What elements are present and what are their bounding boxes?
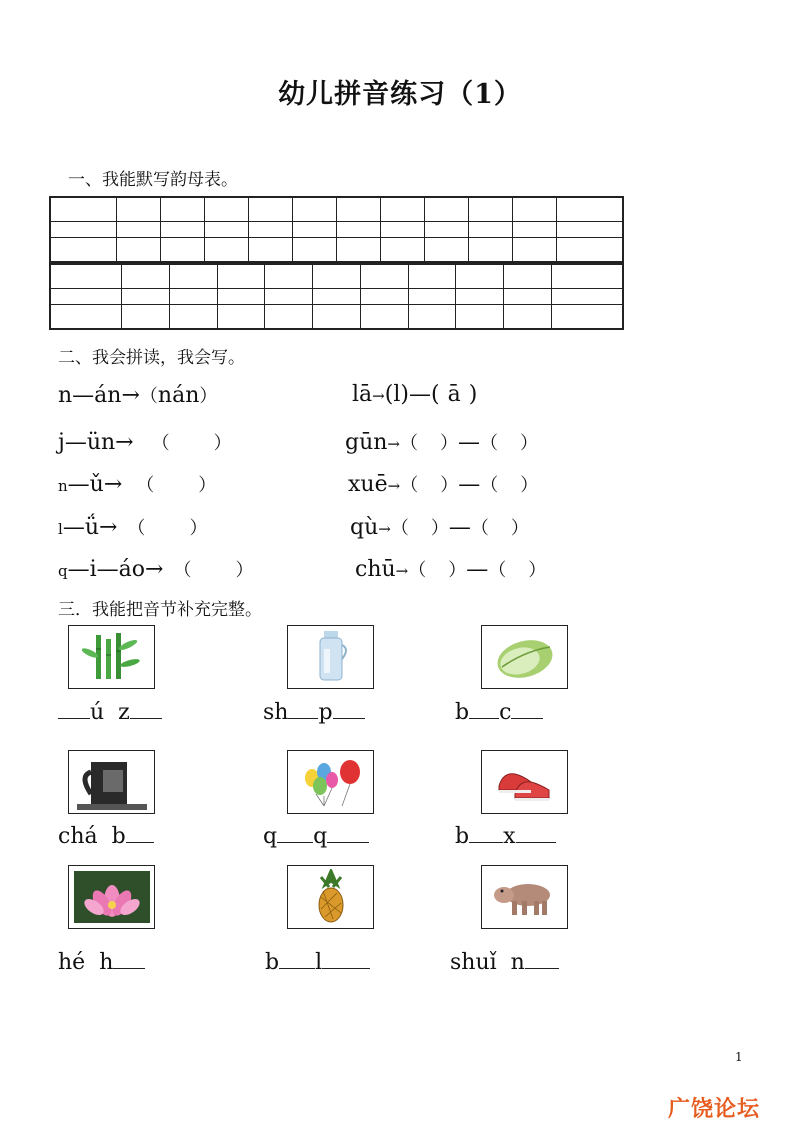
- shoes-icon: [481, 750, 568, 814]
- section-1-heading: 一、我能默写韵母表。: [68, 170, 238, 190]
- page-number: 1: [735, 1050, 743, 1064]
- spell-row-left-2: j—ün→ （ ）: [58, 430, 232, 455]
- fill-item-5: q q: [263, 824, 369, 849]
- spell-row-right-4: qù→（ ）—（ ）: [350, 515, 529, 540]
- fill-item-3: b c: [455, 700, 543, 725]
- spell-row-right-3: xuē→（ ）—（ ）: [348, 472, 539, 497]
- pineapple-icon: [287, 865, 374, 929]
- cabbage-icon: [481, 625, 568, 689]
- fill-item-2: sh p: [263, 700, 365, 725]
- spell-row-left-5: q—i—áo→ （ ）: [58, 557, 254, 582]
- section-2-heading: 二、我会拼读，我会写。: [58, 348, 245, 368]
- fill-item-7: hé h: [58, 950, 145, 975]
- watermark-logo: 广饶论坛: [668, 1097, 761, 1122]
- finals-grid-top: [49, 196, 624, 263]
- mug-icon: [68, 750, 155, 814]
- spell-row-left-3: n—ǔ→ （ ）: [58, 472, 217, 497]
- fill-item-8: b l: [265, 950, 370, 975]
- spell-row-left-4: l—ǘ→ （ ）: [58, 515, 208, 540]
- fill-item-9: shuǐ n: [450, 950, 559, 975]
- fill-item-4: chá b: [58, 824, 154, 849]
- finals-grid-bottom: [49, 263, 624, 330]
- hippo-icon: [481, 865, 568, 929]
- spell-row-right-1: lā→(l)—( ā ): [352, 382, 478, 407]
- spell-row-left-1: n—án→（nán）: [58, 383, 218, 408]
- fill-item-6: b x: [455, 824, 556, 849]
- bamboo-icon: [68, 625, 155, 689]
- thermos-icon: [287, 625, 374, 689]
- spell-row-right-5: chū→（ ）—（ ）: [355, 557, 547, 582]
- page-title: 幼儿拼音练习（1）: [278, 79, 522, 110]
- section-3-heading: 三．我能把音节补充完整。: [58, 600, 262, 620]
- lotus-icon: [68, 865, 155, 929]
- spell-row-right-2: gūn→（ ）—（ ）: [345, 430, 539, 455]
- fill-item-1: ú z: [58, 700, 162, 725]
- balloons-icon: [287, 750, 374, 814]
